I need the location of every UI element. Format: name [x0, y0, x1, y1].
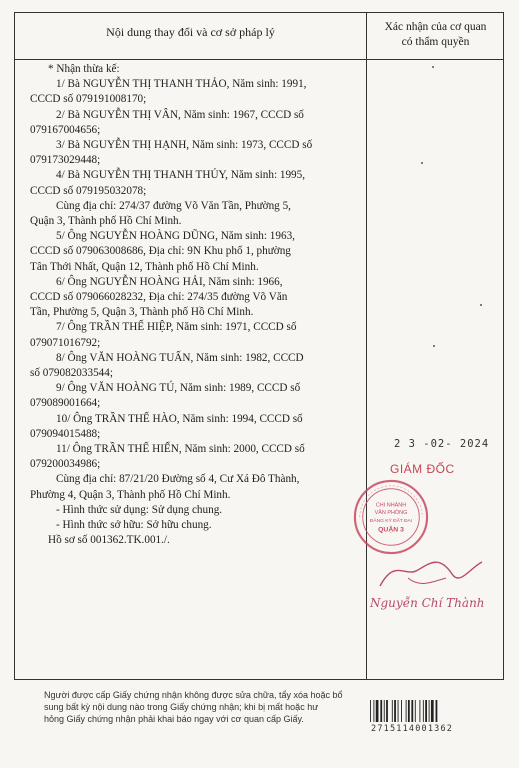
barcode-bar — [394, 700, 396, 722]
content-line: Tân Thới Nhất, Quận 12, Thành phố Hồ Chí Minh. — [30, 260, 259, 273]
barcode-bar — [408, 700, 410, 722]
speck — [432, 66, 434, 68]
content-line: 079071016792; — [30, 336, 101, 349]
header-right-line2: có thẩm quyền — [401, 36, 470, 48]
content-line: 3/ Bà NGUYỄN THỊ HẠNH, Năm sinh: 1973, CCCD số — [56, 139, 313, 152]
content-line: Cùng địa chỉ: 274/37 đường Võ Văn Tần, Phường 5, — [56, 199, 291, 212]
content-line: Phường 4, Quận 3, Thành phố Hồ Chí Minh. — [30, 488, 231, 501]
footer-notice — [44, 689, 344, 725]
barcode-bar — [423, 700, 424, 722]
footer-line: sung bất kỳ nội dung nào trong Giấy chứng nhận; khi bị mất hoặc hư — [44, 702, 319, 712]
barcode-bar — [384, 700, 385, 722]
footer-line: Người được cấp Giấy chứng nhận không được sửa chữa, tẩy xóa hoặc bổ — [44, 690, 343, 700]
content-line: Quận 3, Thành phố Hồ Chí Minh. — [30, 215, 182, 228]
barcode-number: 2715114001362 — [371, 724, 454, 734]
content-line: 10/ Ông TRẦN THẾ HÀO, Năm sinh: 1994, CCCD số — [56, 412, 303, 425]
content-line: 079089001664; — [30, 397, 101, 410]
speck — [433, 345, 435, 347]
barcode-bar — [406, 700, 407, 722]
barcode-bar — [429, 700, 430, 722]
official-seal — [352, 478, 430, 556]
content-line: * Nhận thừa kế: — [48, 63, 120, 75]
content-line: 079094015488; — [30, 427, 101, 440]
content-line: Cùng địa chỉ: 87/21/20 Đường số 4, Cư Xá Đô Thành, — [56, 473, 300, 486]
barcode-bar — [373, 700, 374, 722]
footer-line: hỏng Giấy chứng nhận phải khai báo ngay với cơ quan cấp Giấy. — [44, 714, 304, 724]
barcode-bar — [386, 700, 388, 722]
barcode-bar — [411, 700, 413, 722]
content-line: 8/ Ông VĂN HOÀNG TUẤN, Năm sinh: 1982, CCCD — [56, 351, 304, 364]
barcode-bar — [401, 700, 402, 722]
content-line: 6/ Ông NGUYỄN HOÀNG HẢI, Năm sinh: 1966, — [56, 275, 283, 288]
barcode — [370, 700, 464, 722]
content-line: 1/ Bà NGUYỄN THỊ THANH THẢO, Năm sinh: 1991, — [56, 78, 307, 91]
seal-text-2: VĂN PHÒNG — [374, 510, 408, 517]
content-line: số 079082033544; — [30, 367, 113, 380]
barcode-bar — [380, 700, 382, 722]
content-line: 5/ Ông NGUYỄN HOÀNG DŨNG, Năm sinh: 1963, — [56, 230, 295, 243]
seal-text-1: CHI NHÁNH — [375, 502, 407, 509]
header-authority-confirmation — [367, 20, 504, 50]
content-line: - Hình thức sử dụng: Sử dụng chung. — [56, 503, 223, 516]
barcode-bar — [419, 700, 420, 722]
barcode-bar — [398, 700, 399, 722]
content-line: 4/ Bà NGUYỄN THỊ THANH THỦY, Năm sinh: 1995, — [56, 169, 306, 182]
content-line: Tần, Phường 5, Quận 3, Thành phố Hồ Chí Minh. — [30, 306, 254, 319]
barcode-bar — [425, 700, 427, 722]
content-line: CCCD số 079066028232, Địa chỉ: 274/35 đường Võ Văn — [30, 291, 288, 304]
header-divider — [15, 59, 503, 60]
header-right-line1: Xác nhận của cơ quan — [384, 21, 487, 33]
change-content — [30, 62, 342, 549]
barcode-bar — [392, 700, 393, 722]
content-line: CCCD số 079063008686, Địa chỉ: 9N Khu phố 1, phường — [30, 245, 291, 258]
content-line: 079173029448; — [30, 154, 101, 167]
content-line: CCCD số 079195032078; — [30, 184, 147, 197]
content-line: 7/ Ông TRẦN THẾ HIỆP, Năm sinh: 1971, CCCD số — [56, 321, 297, 334]
signature-scribble — [360, 548, 490, 598]
content-line: 079200034986; — [30, 458, 101, 471]
barcode-bar — [370, 700, 371, 722]
speck — [480, 304, 482, 306]
content-line: - Hình thức sở hữu: Sở hữu chung. — [56, 519, 212, 532]
content-line: 079167004656; — [30, 123, 101, 136]
barcode-bar — [415, 700, 416, 722]
content-line: 2/ Bà NGUYỄN THỊ VÂN, Năm sinh: 1967, CCCD số — [56, 108, 304, 121]
content-line: 11/ Ông TRẦN THẾ HIỂN, Năm sinh: 2000, CCCD số — [56, 443, 305, 456]
seal-text-3: ĐĂNG KÝ ĐẤT ĐAI — [369, 518, 413, 524]
speck — [421, 162, 423, 164]
content-line: CCCD số 079191008170; — [30, 93, 147, 106]
content-line: 9/ Ông VĂN HOÀNG TÚ, Năm sinh: 1989, CCCD số — [56, 382, 301, 395]
seal-text-4: QUẬN 3 — [378, 526, 404, 534]
director-title: GIÁM ĐỐC — [390, 462, 455, 476]
content-line: Hồ sơ số 001362.TK.001./. — [48, 534, 170, 547]
approval-date: 2 3 -02- 2024 — [394, 438, 490, 450]
barcode-bar — [431, 700, 434, 722]
barcode-bar — [436, 700, 438, 722]
header-content-legal-basis: Nội dung thay đổi và cơ sở pháp lý — [106, 25, 275, 39]
signer-name: Nguyễn Chí Thành — [370, 596, 485, 610]
barcode-bar — [376, 700, 379, 722]
